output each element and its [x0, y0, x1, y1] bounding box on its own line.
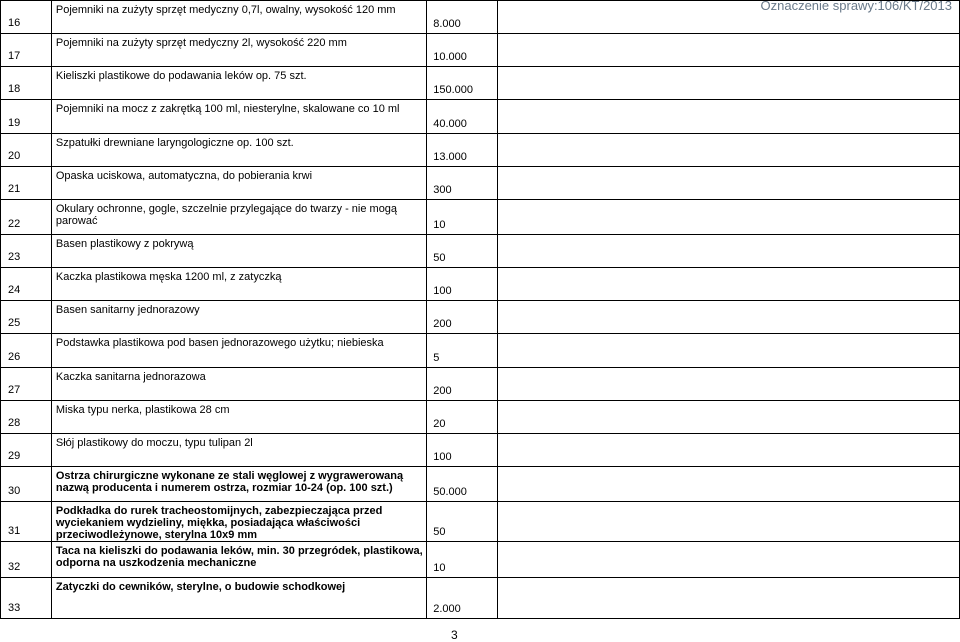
row-number: 33 — [8, 602, 21, 614]
row-number: 24 — [8, 284, 21, 296]
item-description: Pojemniki na zużyty sprzęt medyczny 0,7l, owalny, wysokość 120 mm — [55, 4, 396, 16]
row-number-cell — [1, 502, 52, 542]
item-quantity-cell — [427, 100, 498, 134]
row-number-cell — [1, 235, 52, 268]
item-description-cell — [51, 467, 426, 502]
item-quantity: 10 — [433, 562, 446, 574]
row-number-cell — [1, 200, 52, 235]
item-description-cell — [51, 235, 426, 268]
table-row — [1, 235, 960, 268]
item-description: Kaczka sanitarna jednorazowa — [55, 371, 206, 383]
item-description: Pojemniki na zużyty sprzęt medyczny 2l, wysokość 220 mm — [55, 37, 347, 49]
table-row — [1, 34, 960, 67]
empty-cell — [498, 200, 960, 235]
table-row — [1, 134, 960, 167]
item-description-cell — [51, 434, 426, 467]
row-number: 22 — [8, 218, 21, 230]
table-row — [1, 467, 960, 502]
row-number: 19 — [8, 117, 21, 129]
row-number-cell — [1, 578, 52, 619]
table-row — [1, 502, 960, 542]
item-description-cell — [51, 502, 426, 542]
item-quantity: 5 — [433, 352, 440, 364]
item-quantity: 10 — [433, 219, 446, 231]
item-description: Basen sanitarny jednorazowy — [55, 304, 200, 316]
item-description: Basen plastikowy z pokrywą — [55, 238, 194, 250]
empty-cell — [498, 301, 960, 334]
empty-cell — [498, 334, 960, 368]
item-description: Podstawka plastikowa pod basen jednorazowego użytku; niebieska — [55, 337, 384, 349]
item-description: Zatyczki do cewników, sterylne, o budowie schodkowej — [55, 581, 346, 593]
item-quantity-cell — [427, 167, 498, 200]
row-number-cell — [1, 34, 52, 67]
item-quantity-cell — [427, 1, 498, 34]
item-quantity-cell — [427, 134, 498, 167]
item-description: Szpatułki drewniane laryngologiczne op. 100 szt. — [55, 137, 294, 149]
item-quantity: 200 — [433, 318, 452, 330]
row-number-cell — [1, 67, 52, 100]
row-number: 29 — [8, 450, 21, 462]
row-number-cell — [1, 434, 52, 467]
item-quantity: 2.000 — [433, 603, 461, 615]
empty-cell — [498, 401, 960, 434]
row-number: 25 — [8, 317, 21, 329]
table-row — [1, 1, 960, 34]
table-row — [1, 368, 960, 401]
item-quantity: 13.000 — [433, 151, 467, 163]
item-description-cell — [51, 34, 426, 67]
empty-cell — [498, 167, 960, 200]
item-description-cell — [51, 1, 426, 34]
item-description: Opaska uciskowa, automatyczna, do pobierania krwi — [55, 170, 313, 182]
item-quantity-cell — [427, 301, 498, 334]
item-description: Kaczka plastikowa męska 1200 ml, z zatyczką — [55, 271, 282, 283]
item-quantity: 100 — [433, 451, 452, 463]
table-row — [1, 100, 960, 134]
item-quantity: 10.000 — [433, 51, 467, 63]
empty-cell — [498, 67, 960, 100]
row-number: 23 — [8, 251, 21, 263]
table-row — [1, 167, 960, 200]
item-description: Ostrza chirurgiczne wykonane ze stali węglowej z wygrawerowaną nazwą producenta i numerem ostrza, rozmiar 10-24 (op. 100 szt.) — [55, 470, 404, 494]
table-row — [1, 301, 960, 334]
row-number-cell — [1, 368, 52, 401]
item-description: Podkładka do rurek tracheostomijnych, zabezpieczająca przed wyciekaniem wydzieliny, miękka, posiadająca właściwości przeciwodleżynowe, sterylna 10x9 mm — [55, 505, 383, 541]
row-number: 28 — [8, 417, 21, 429]
item-quantity: 200 — [433, 385, 452, 397]
item-quantity: 50.000 — [433, 486, 467, 498]
row-number: 20 — [8, 150, 21, 162]
row-number-cell — [1, 134, 52, 167]
table-row — [1, 268, 960, 301]
empty-cell — [498, 1, 960, 34]
item-quantity: 50 — [433, 526, 446, 538]
row-number-cell — [1, 100, 52, 134]
row-number-cell — [1, 1, 52, 34]
empty-cell — [498, 502, 960, 542]
item-description: Słój plastikowy do moczu, typu tulipan 2l — [55, 437, 253, 449]
item-description-cell — [51, 268, 426, 301]
item-quantity: 300 — [433, 184, 452, 196]
item-quantity: 50 — [433, 252, 446, 264]
item-quantity-cell — [427, 334, 498, 368]
item-quantity-cell — [427, 467, 498, 502]
item-quantity: 40.000 — [433, 118, 467, 130]
row-number-cell — [1, 542, 52, 578]
item-quantity: 100 — [433, 285, 452, 297]
case-designation: Oznaczenie sprawy:106/KT/2013 — [760, 0, 952, 13]
table-row — [1, 200, 960, 235]
item-description-cell — [51, 401, 426, 434]
table-row — [1, 434, 960, 467]
item-description-cell — [51, 301, 426, 334]
item-description-cell — [51, 134, 426, 167]
table-row — [1, 67, 960, 100]
item-description: Okulary ochronne, gogle, szczelnie przylegające do twarzy - nie mogą parować — [55, 203, 398, 227]
empty-cell — [498, 467, 960, 502]
table-row — [1, 334, 960, 368]
row-number: 16 — [8, 17, 21, 29]
item-description-cell — [51, 200, 426, 235]
item-quantity-cell — [427, 368, 498, 401]
row-number: 27 — [8, 384, 21, 396]
item-description: Miska typu nerka, plastikowa 28 cm — [55, 404, 230, 416]
empty-cell — [498, 268, 960, 301]
item-quantity: 20 — [433, 418, 446, 430]
row-number-cell — [1, 167, 52, 200]
row-number: 26 — [8, 351, 21, 363]
row-number: 32 — [8, 561, 21, 573]
row-number: 17 — [8, 50, 21, 62]
empty-cell — [498, 34, 960, 67]
item-description-cell — [51, 67, 426, 100]
item-description: Kieliszki plastikowe do podawania leków op. 75 szt. — [55, 70, 307, 82]
item-quantity-cell — [427, 502, 498, 542]
empty-cell — [498, 134, 960, 167]
empty-cell — [498, 368, 960, 401]
row-number-cell — [1, 301, 52, 334]
item-quantity-cell — [427, 434, 498, 467]
item-quantity: 150.000 — [433, 84, 473, 96]
item-description-cell — [51, 334, 426, 368]
row-number: 21 — [8, 183, 21, 195]
item-description: Taca na kieliszki do podawania leków, min. 30 przegródek, plastikowa, odporna na uszkodzenia mechaniczne — [55, 545, 423, 569]
row-number-cell — [1, 401, 52, 434]
item-quantity-cell — [427, 542, 498, 578]
table-row — [1, 542, 960, 578]
row-number: 18 — [8, 83, 21, 95]
empty-cell — [498, 235, 960, 268]
item-quantity-cell — [427, 235, 498, 268]
row-number-cell — [1, 467, 52, 502]
item-description-cell — [51, 578, 426, 619]
row-number: 30 — [8, 485, 21, 497]
row-number-cell — [1, 334, 52, 368]
item-description-cell — [51, 542, 426, 578]
item-description-cell — [51, 368, 426, 401]
item-quantity-cell — [427, 67, 498, 100]
item-quantity-cell — [427, 200, 498, 235]
empty-cell — [498, 100, 960, 134]
page-number: 3 — [451, 628, 458, 642]
item-quantity-cell — [427, 268, 498, 301]
item-quantity: 8.000 — [433, 18, 461, 30]
item-description-cell — [51, 100, 426, 134]
row-number-cell — [1, 268, 52, 301]
item-quantity-cell — [427, 578, 498, 619]
item-description-cell — [51, 167, 426, 200]
empty-cell — [498, 434, 960, 467]
row-number: 31 — [8, 525, 21, 537]
table-row — [1, 401, 960, 434]
empty-cell — [498, 578, 960, 619]
item-quantity-cell — [427, 401, 498, 434]
empty-cell — [498, 542, 960, 578]
table-row — [1, 578, 960, 619]
item-description: Pojemniki na mocz z zakrętką 100 ml, niesterylne, skalowane co 10 ml — [55, 103, 400, 115]
item-quantity-cell — [427, 34, 498, 67]
